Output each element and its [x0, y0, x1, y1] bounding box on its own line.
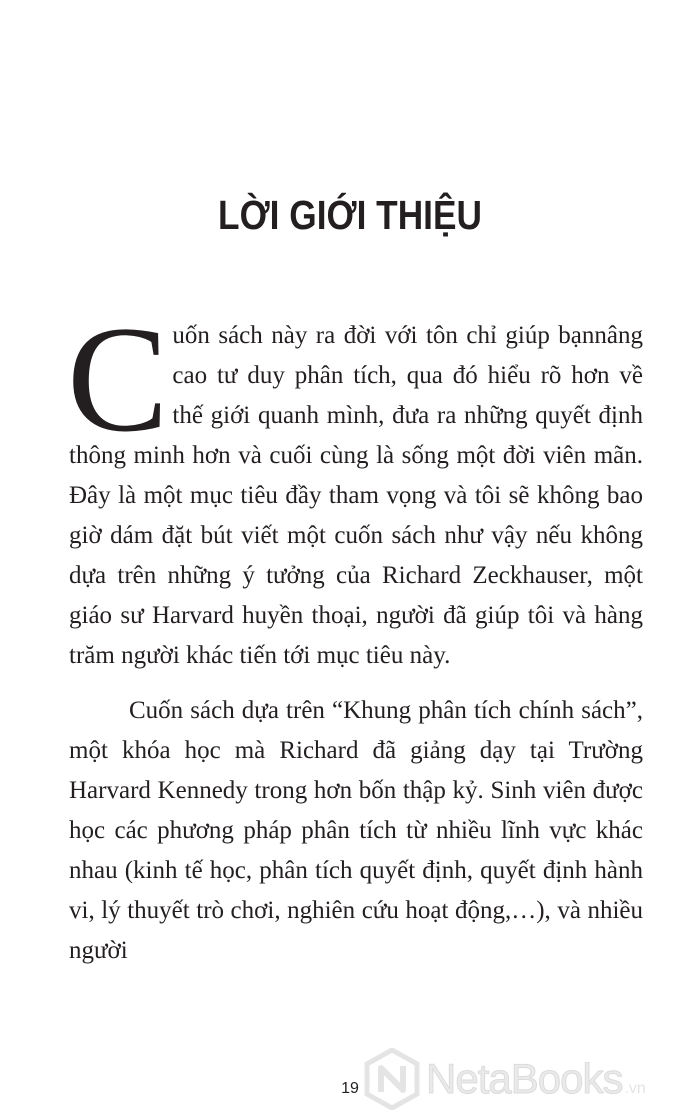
watermark — [364, 1046, 646, 1112]
drop-cap: C — [67, 295, 169, 463]
body-text — [67, 295, 643, 971]
paragraph-1 — [67, 295, 643, 676]
netabooks-logo-icon — [364, 1048, 420, 1110]
watermark-suffix: .vn — [624, 1080, 646, 1097]
paragraph-2: Cuốn sách dựa trên “Khung phân tích chính sách”, một khóa học mà Richard đã giảng dạy tại Trường Harvard Kennedy trong hơn bốn thập kỷ. Sinh viên được học các phương pháp phân tích từ nhiều lĩnh vực khác nhau (kinh tế học, phân tích quyết định, quyết định hành vi, lý thuyết trò chơi, nghiên cứu hoạt động,…), và nhiều người — [69, 697, 643, 964]
page-number: 19 — [341, 1080, 359, 1097]
watermark-brand: NetaBooks — [426, 1055, 623, 1102]
paragraph-1-text: uốn sách này ra đời với tôn chỉ giúp bạnnâng cao tư duy phân tích, qua đó hiểu rõ hơn về thế giới quanh mình, đưa ra những quyết định thông minh hơn và cuối cùng là sống một đời viên mãn. Đây là một mục tiêu đầy tham vọng và tôi sẽ không bao giờ dám đặt bút viết một cuốn sách như vậy nếu không dựa trên những ý tưởng của Richard Zeckhauser, một giáo sư Harvard huyền thoại, người đã giúp tôi và hàng trăm người khác tiến tới mục tiêu này. — [69, 322, 643, 669]
chapter-title: LỜI GIỚI THIỆU — [218, 192, 482, 238]
